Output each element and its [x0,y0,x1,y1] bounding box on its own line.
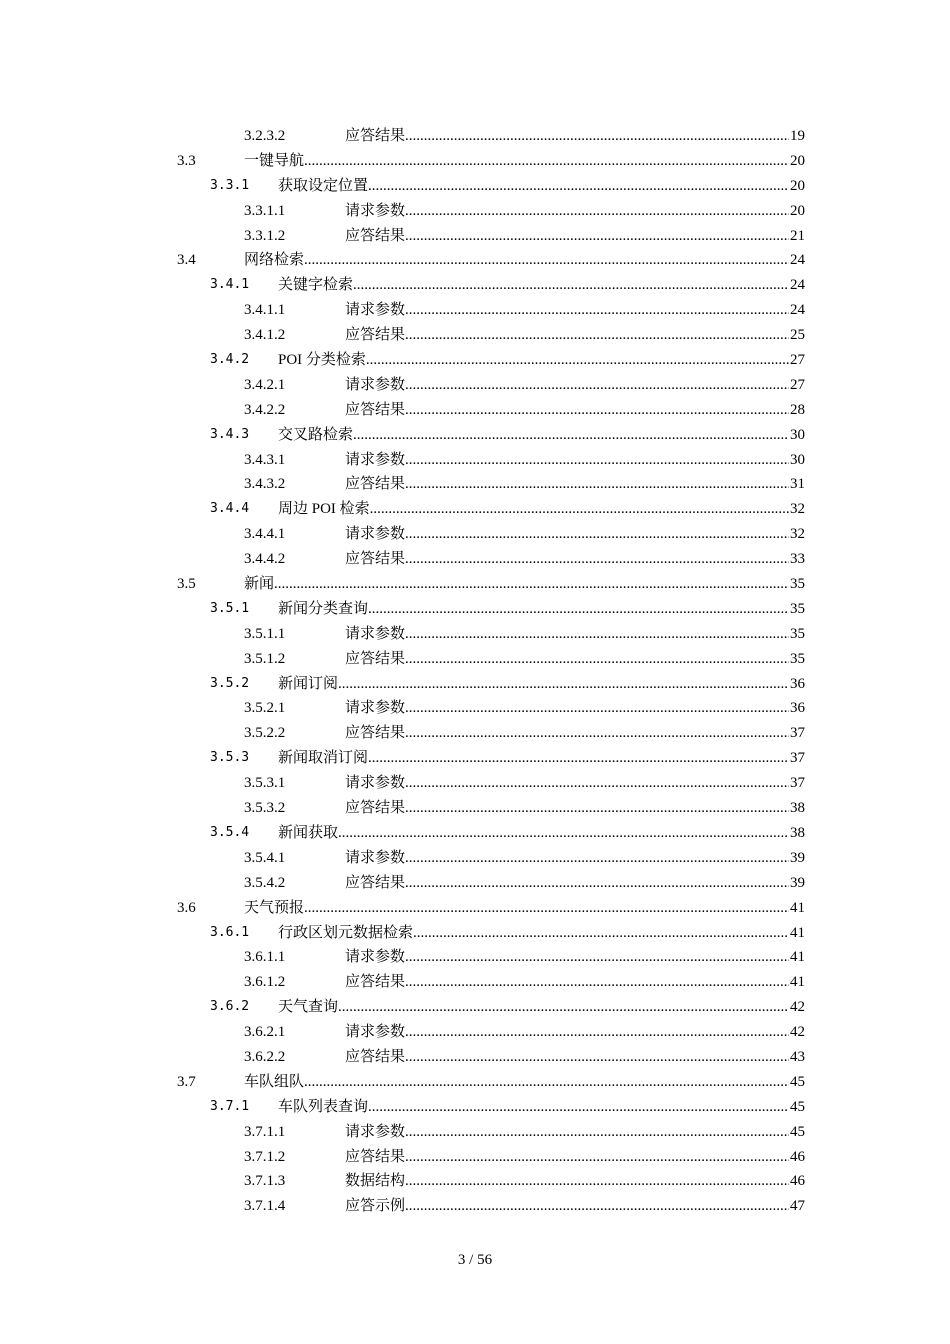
dot-leader [405,124,805,149]
dot-leader [405,1169,805,1194]
toc-section-number: 3.5.2 [210,675,250,691]
dot-leader [405,323,805,348]
dot-leader [405,871,805,896]
toc-title-line [345,871,805,896]
toc-entry[interactable] [0,572,950,597]
dot-leader [405,771,805,796]
toc-title-line [345,373,805,398]
toc-title-line [345,647,805,672]
toc-section-title: 应答结果 [345,725,406,742]
toc-section-number: 3.4.4.1 [244,526,286,543]
dot-leader [304,896,805,921]
dot-leader [368,174,805,199]
toc-section-number: 3.5.1.2 [244,650,286,667]
toc-section-title: 请求参数 [345,625,406,642]
toc-entry[interactable] [0,696,950,721]
dot-leader [413,921,805,946]
toc-entry[interactable] [0,547,950,572]
toc-title-line [278,273,805,298]
dot-leader [405,373,805,398]
toc-page-number: 43 [789,1045,805,1070]
toc-page-number: 37 [789,746,805,771]
toc-entry[interactable] [0,199,950,224]
toc-entry[interactable] [0,398,950,423]
toc-section-title: 应答示例 [345,1198,406,1215]
toc-title-line [244,248,805,273]
toc-page-number: 24 [789,248,805,273]
toc-page-number: 35 [789,622,805,647]
dot-leader [405,1145,805,1170]
toc-entry[interactable] [0,796,950,821]
toc-page-number: 32 [789,522,805,547]
toc-section-number: 3.5.3.1 [244,775,286,792]
dot-leader [338,821,805,846]
toc-page-number: 45 [789,1095,805,1120]
toc-title-line [345,323,805,348]
toc-page-number: 31 [789,472,805,497]
toc-page-number: 36 [789,696,805,721]
toc-section-number: 3.6.1.2 [244,974,286,991]
toc-page-number: 41 [789,896,805,921]
toc-page-number: 21 [789,224,805,249]
toc-section-title: 应答结果 [345,401,406,418]
toc-page-number: 20 [789,199,805,224]
toc-title-line [345,1194,805,1219]
toc-page-number: 24 [789,298,805,323]
toc-section-number: 3.4 [177,252,196,269]
dot-leader [405,298,805,323]
toc-title-line [345,547,805,572]
toc-section-title: 请求参数 [345,700,406,717]
toc-title-line [345,1045,805,1070]
toc-title-line [345,1169,805,1194]
toc-title-line [345,796,805,821]
toc-title-line [345,1020,805,1045]
toc-title-line [345,298,805,323]
toc-title-line [345,472,805,497]
dot-leader [405,1045,805,1070]
toc-entry[interactable] [0,970,950,995]
toc-entry[interactable] [0,672,950,697]
toc-title-line [345,771,805,796]
toc-section-title: 数据结构 [345,1173,406,1190]
toc-entry[interactable] [0,298,950,323]
toc-section-title: 应答结果 [345,327,406,344]
toc-section-number: 3.4.4 [210,501,250,517]
toc-section-number: 3.4.2.2 [244,401,286,418]
dot-leader [338,672,805,697]
dot-leader [366,348,805,373]
toc-section-title: 请求参数 [345,775,406,792]
toc-section-title: 应答结果 [345,874,406,891]
dot-leader [368,597,805,622]
toc-page-number: 46 [789,1169,805,1194]
toc-title-line [345,622,805,647]
toc-section-number: 3.5.3 [210,750,250,766]
dot-leader [405,970,805,995]
toc-section-number: 3.3.1.1 [244,202,286,219]
toc-section-title: 请求参数 [345,451,406,468]
toc-section-number: 3.3.1 [210,177,250,193]
toc-section-title: 周边 POI 检索 [278,501,370,518]
dot-leader [405,1120,805,1145]
toc-page-number: 41 [789,970,805,995]
toc-page-number: 36 [789,672,805,697]
toc-page-number: 35 [789,572,805,597]
toc-section-title: 应答结果 [345,551,406,568]
toc-section-number: 3.3.1.2 [244,227,286,244]
toc-title-line [278,821,805,846]
dot-leader [353,423,805,448]
toc-entry[interactable] [0,472,950,497]
toc-entry[interactable] [0,597,950,622]
toc-section-number: 3.6.2.1 [244,1024,286,1041]
dot-leader [405,721,805,746]
toc-section-title: 新闻 [244,576,275,593]
toc-entry[interactable] [0,1120,950,1145]
toc-entry[interactable] [0,423,950,448]
toc-section-number: 3.5.1 [210,600,250,616]
toc-page-number: 32 [789,497,805,522]
dot-leader [405,472,805,497]
dot-leader [405,522,805,547]
toc-page-number: 39 [789,846,805,871]
toc-section-title: 应答结果 [345,650,406,667]
toc-title-line [345,398,805,423]
toc-title-line [345,124,805,149]
toc-section-number: 3.5.2.1 [244,700,286,717]
toc-section-number: 3.6.2 [210,999,250,1015]
toc-page-number: 41 [789,921,805,946]
toc-section-number: 3.7.1.3 [244,1173,286,1190]
toc-page-number: 41 [789,945,805,970]
toc-section-title: 新闻分类查询 [278,600,369,617]
toc-section-title: 车队组队 [244,1073,305,1090]
toc-title-line [244,1070,805,1095]
toc-section-title: 请求参数 [345,949,406,966]
toc-entry[interactable] [0,921,950,946]
toc-title-line [278,348,805,373]
toc-section-number: 3.6 [177,899,196,916]
toc-section-number: 3.7.1 [210,1098,250,1114]
toc-title-line [345,1145,805,1170]
toc-entry[interactable] [0,248,950,273]
toc-section-title: 关键字检索 [278,277,354,294]
dot-leader [405,796,805,821]
dot-leader [405,622,805,647]
toc-section-number: 3.6.2.2 [244,1048,286,1065]
toc-section-number: 3.4.3.2 [244,476,286,493]
toc-section-title: 新闻订阅 [278,675,339,692]
toc-entry[interactable] [0,746,950,771]
toc-entry[interactable] [0,622,950,647]
toc-section-title: 请求参数 [345,526,406,543]
dot-leader [370,497,805,522]
toc-section-title: 请求参数 [345,376,406,393]
toc-page-number: 27 [789,348,805,373]
toc-page-number: 37 [789,721,805,746]
toc-section-number: 3.4.1.2 [244,327,286,344]
toc-title-line [345,522,805,547]
toc-page-number: 25 [789,323,805,348]
toc-page-number: 28 [789,398,805,423]
toc-title-line [278,1095,805,1120]
toc-section-number: 3.7.1.2 [244,1148,286,1165]
toc-page-number: 47 [789,1194,805,1219]
toc-title-line [345,224,805,249]
toc-entry[interactable] [0,522,950,547]
toc-section-number: 3.7.1.1 [244,1123,286,1140]
toc-page-number: 38 [789,821,805,846]
toc-page-number: 20 [789,174,805,199]
toc-page-number: 39 [789,871,805,896]
toc-section-title: 应答结果 [345,1148,406,1165]
toc-title-line [345,1120,805,1145]
toc-section-number: 3.2.3.2 [244,128,286,144]
toc-entry[interactable] [0,871,950,896]
toc-entry[interactable] [0,896,950,921]
toc-section-number: 3.5.3.2 [244,800,286,817]
dot-leader [405,199,805,224]
toc-section-number: 3.5.4 [210,824,250,840]
toc-entry[interactable] [0,995,950,1020]
toc-section-number: 3.7.1.4 [244,1198,286,1215]
toc-entry[interactable] [0,1145,950,1170]
page-number-footer: 3 / 56 [457,1252,493,1268]
toc-section-number: 3.5.1.1 [244,625,286,642]
toc-title-line [345,945,805,970]
toc-title-line [345,721,805,746]
toc-page-number: 30 [789,448,805,473]
toc-entry[interactable] [0,273,950,298]
toc-section-title: 天气预报 [244,899,305,916]
toc-page-number: 46 [789,1145,805,1170]
toc-section-title: POI 分类检索 [278,352,366,369]
dot-leader [338,995,805,1020]
toc-title-line [345,448,805,473]
toc-section-title: 请求参数 [345,1123,406,1140]
toc-page-number: 30 [789,423,805,448]
toc-section-number: 3.6.1 [210,924,250,940]
toc-page-number: 33 [789,547,805,572]
toc-title-line [345,970,805,995]
toc-page-number: 35 [789,597,805,622]
toc-section-title: 车队列表查询 [278,1098,369,1115]
dot-leader [353,273,805,298]
dot-leader [405,547,805,572]
toc-section-title: 应答结果 [345,476,406,493]
dot-leader [304,1070,805,1095]
toc-section-number: 3.5 [177,576,196,593]
toc-title-line [278,672,805,697]
dot-leader [405,224,805,249]
toc-section-number: 3.4.3 [210,426,250,442]
toc-title-line [278,423,805,448]
toc-page-number: 19 [789,124,805,149]
toc-section-number: 3.4.4.2 [244,551,286,568]
toc-section-title: 新闻取消订阅 [278,750,369,767]
toc-entry[interactable] [0,647,950,672]
toc-section-title: 交叉路检索 [278,426,354,443]
toc-title-line [278,174,805,199]
toc-entry[interactable] [0,373,950,398]
toc-section-title: 新闻获取 [278,824,339,841]
dot-leader [405,647,805,672]
toc-section-title: 请求参数 [345,849,406,866]
toc-title-line [244,896,805,921]
toc-entry[interactable] [0,348,950,373]
toc-title-line [345,696,805,721]
toc-section-number: 3.3 [177,152,196,169]
toc-entry[interactable] [0,771,950,796]
toc-section-number: 3.4.2 [210,352,250,368]
toc-section-title: 应答结果 [345,128,406,144]
toc-entry[interactable] [0,1020,950,1045]
toc-entry[interactable] [0,1070,950,1095]
toc-page-number: 45 [789,1120,805,1145]
toc-page-number: 20 [789,149,805,174]
toc-title-line [278,921,805,946]
toc-page-number: 42 [789,1020,805,1045]
table-of-contents [0,124,950,1219]
toc-entry[interactable] [0,1045,950,1070]
toc-section-title: 应答结果 [345,800,406,817]
toc-section-number: 3.5.2.2 [244,725,286,742]
toc-section-number: 3.4.1 [210,277,250,293]
toc-entry[interactable] [0,1095,950,1120]
toc-section-title: 天气查询 [278,999,339,1016]
toc-section-title: 获取设定位置 [278,177,369,194]
toc-title-line [244,149,805,174]
toc-section-title: 应答结果 [345,227,406,244]
toc-section-title: 网络检索 [244,252,305,269]
toc-section-title: 一键导航 [244,152,305,169]
dot-leader [405,1020,805,1045]
dot-leader [405,846,805,871]
toc-entry[interactable] [0,224,950,249]
toc-title-line [244,572,805,597]
toc-section-number: 3.5.4.2 [244,874,286,891]
toc-title-line [345,199,805,224]
toc-section-number: 3.6.1.1 [244,949,286,966]
toc-entry[interactable] [0,497,950,522]
dot-leader [405,1194,805,1219]
toc-page-number: 38 [789,796,805,821]
toc-entry[interactable] [0,448,950,473]
dot-leader [405,696,805,721]
toc-page-number: 27 [789,373,805,398]
toc-section-title: 行政区划元数据检索 [278,924,414,941]
toc-entry[interactable] [0,323,950,348]
dot-leader [405,448,805,473]
toc-section-title: 请求参数 [345,202,406,219]
toc-entry[interactable] [0,945,950,970]
toc-page-number: 35 [789,647,805,672]
toc-section-title: 应答结果 [345,1048,406,1065]
toc-title-line [278,597,805,622]
dot-leader [405,398,805,423]
dot-leader [368,746,805,771]
toc-page-number: 37 [789,771,805,796]
toc-entry[interactable] [0,821,950,846]
toc-entry[interactable] [0,124,950,149]
toc-entry[interactable] [0,721,950,746]
dot-leader [405,945,805,970]
dot-leader [274,572,805,597]
toc-section-title: 请求参数 [345,1024,406,1041]
toc-section-number: 3.7 [177,1073,196,1090]
toc-page-number: 24 [789,273,805,298]
toc-title-line [278,497,805,522]
toc-page-number: 42 [789,995,805,1020]
toc-entry[interactable] [0,174,950,199]
toc-section-title: 应答结果 [345,974,406,991]
toc-entry[interactable] [0,149,950,174]
dot-leader [368,1095,805,1120]
toc-title-line [278,746,805,771]
toc-section-number: 3.5.4.1 [244,849,286,866]
dot-leader [304,248,805,273]
toc-section-number: 3.4.2.1 [244,376,286,393]
toc-entry[interactable] [0,846,950,871]
toc-title-line [345,846,805,871]
toc-section-number: 3.4.1.1 [244,302,286,319]
toc-entry[interactable] [0,1169,950,1194]
toc-page-number: 45 [789,1070,805,1095]
dot-leader [304,149,805,174]
toc-title-line [278,995,805,1020]
toc-section-title: 请求参数 [345,302,406,319]
toc-section-number: 3.4.3.1 [244,451,286,468]
toc-entry[interactable] [0,1194,950,1219]
